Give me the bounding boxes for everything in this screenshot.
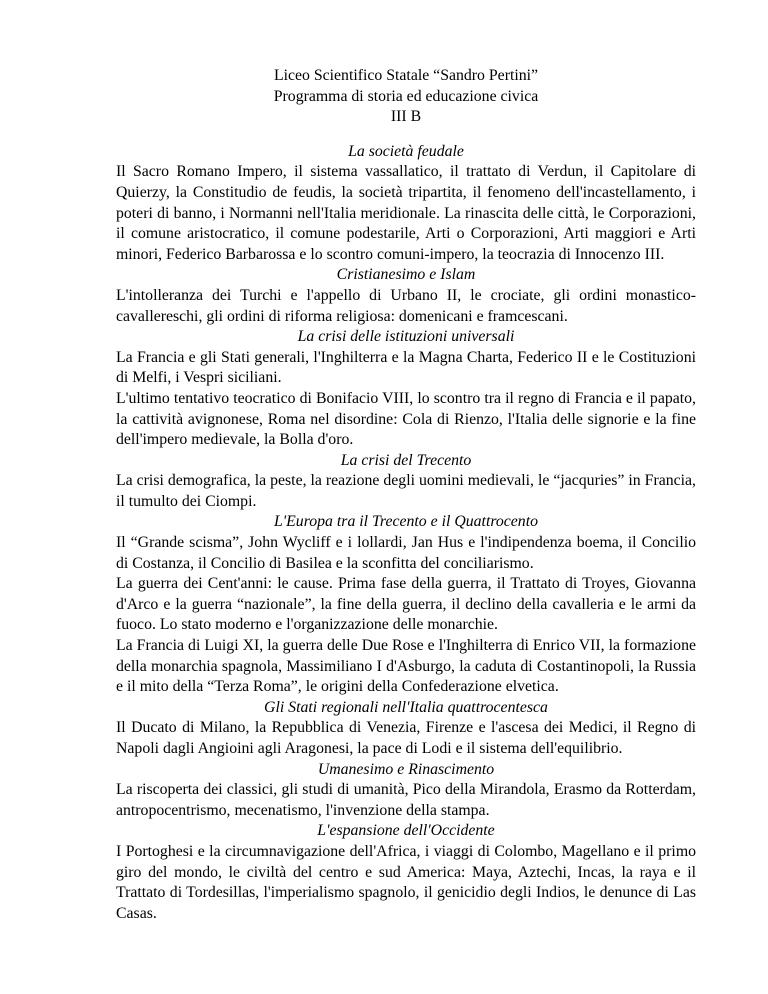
- section-paragraph: Il “Grande scisma”, John Wycliff e i lollardi, Jan Hus e l'indipendenza boema, il Concilio di Costanza, il Concilio di Basilea e la sconfitta del conciliarismo.: [116, 534, 696, 572]
- section-paragraph: Il Sacro Romano Impero, il sistema vassallatico, il trattato di Verdun, il Capitolare di Quierzy, la Constitudio de feudis, la società tripartita, il fenomeno dell'incastellamento, i poteri di banno, i Normanni nell'Italia meridionale. La rinascita delle città, le Corporazioni, il comune aristocratico, il comune podestarile, Arti o Corporazioni, Arti maggiori e Arti minori, Federico Barbarossa e lo scontro comuni-impero, la teocrazia di Innocenzo III.: [116, 163, 696, 263]
- section-paragraph: I Portoghesi e la circumnavigazione dell'Africa, i viaggi di Colombo, Magellano e il primo giro del mondo, le civiltà del centro e sud America: Maya, Aztechi, Incas, la raya e il Trattato di Tordesillas, l'imperialismo spagnolo, il genicidio degli Indios, le denunce di Las Casas.: [116, 842, 696, 922]
- section-paragraph: La guerra dei Cent'anni: le cause. Prima fase della guerra, il Trattato di Troyes, Giovanna d'Arco e la guerra “nazionale”, la fine della guerra, il declino della cavalleria e le armi da fuoco. Lo stato moderno e l'organizzazione delle monarchie.: [116, 575, 696, 634]
- section-title-crisi-istituzioni: La crisi delle istituzioni universali: [297, 328, 515, 346]
- section-title-umanesimo: Umanesimo e Rinascimento: [317, 760, 495, 778]
- section-title-societa-feudale: La società feudale: [348, 142, 464, 160]
- section-title-europa-trecento-quattrocento: L'Europa tra il Trecento e il Quattrocento: [273, 513, 538, 531]
- program-title: Programma di storia ed educazione civica: [273, 87, 539, 105]
- section-title-espansione-occidente: L'espansione dell'Occidente: [317, 822, 495, 840]
- section-title-crisi-trecento: La crisi del Trecento: [340, 451, 472, 469]
- section-paragraph: La Francia di Luigi XI, la guerra delle Due Rose e l'Inghilterra di Enrico VII, la formazione della monarchia spagnola, Massimiliano I d'Asburgo, la caduta di Costantinopoli, la Russia e il mito della “Terza Roma”, le origini della Confederazione elvetica.: [116, 637, 696, 696]
- section-title-cristianesimo-islam: Cristianesimo e Islam: [336, 266, 476, 284]
- section-paragraph: La riscoperta dei classici, gli studi di umanità, Pico della Mirandola, Erasmo da Rotterdam, antropocentrismo, mecenatismo, l'invenzione della stampa.: [116, 781, 696, 819]
- section-title-stati-regionali: Gli Stati regionali nell'Italia quattrocentesca: [264, 698, 548, 716]
- section-paragraph: La crisi demografica, la peste, la reazione degli uomini medievali, le “jacquries” in Francia, il tumulto dei Ciompi.: [116, 472, 696, 510]
- document-page: [116, 66, 696, 924]
- section-paragraph: Il Ducato di Milano, la Repubblica di Venezia, Firenze e l'ascesa dei Medici, il Regno di Napoli dagli Angioini agli Aragonesi, la pace di Lodi e il sistema dell'equilibrio.: [116, 719, 696, 757]
- class-label: III B: [390, 108, 422, 126]
- section-paragraph: L'intolleranza dei Turchi e l'appello di Urbano II, le crociate, gli ordini monastico-cavallereschi, gli ordini di riforma religiosa: domenicani e framcescani.: [116, 286, 696, 325]
- school-name: Liceo Scientifico Statale “Sandro Pertini”: [273, 67, 539, 84]
- section-paragraph: La Francia e gli Stati generali, l'Inghilterra e la Magna Charta, Federico II e le Costituzioni di Melfi, i Vespri siciliani.: [116, 348, 696, 387]
- spacer: [116, 128, 696, 142]
- section-paragraph: L'ultimo tentativo teocratico di Bonifacio VIII, lo scontro tra il regno di Francia e il papato, la cattività avignonese, Roma nel disordine: Cola di Rienzo, l'Italia delle signorie e la fine dell'impero medievale, la Bolla d'oro.: [116, 389, 696, 449]
